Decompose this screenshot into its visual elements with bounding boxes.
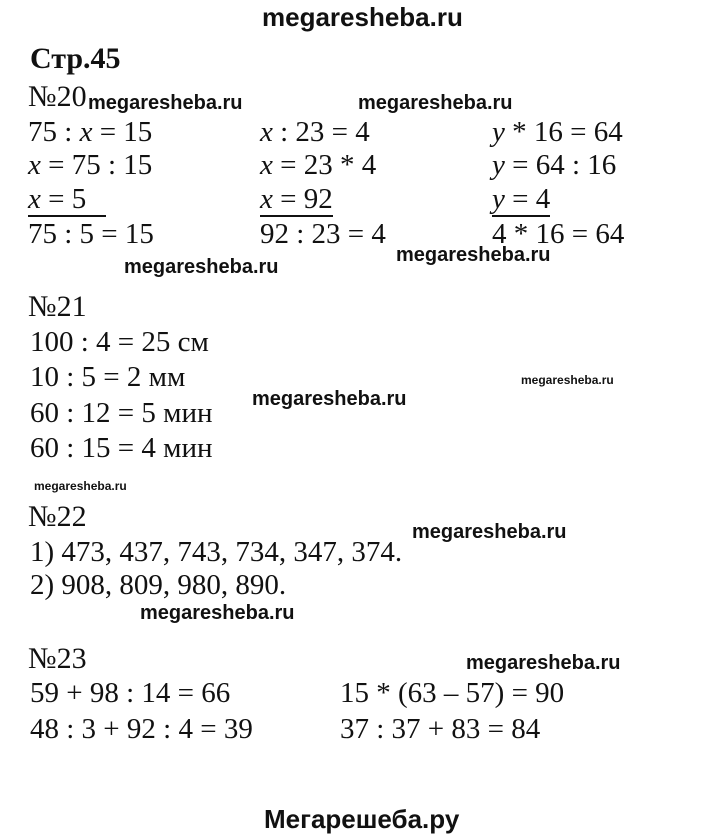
watermark: megaresheba.ru: [88, 92, 243, 114]
task-20-col3-answer: y = 4: [492, 183, 551, 215]
watermark: megaresheba.ru: [396, 244, 551, 266]
task-20-col2-check: 92 : 23 = 4: [260, 218, 386, 250]
task-23-left-line: 59 + 98 : 14 = 66: [30, 677, 231, 709]
watermark: megaresheba.ru: [466, 652, 621, 674]
task-21-line: 60 : 15 = 4 мин: [30, 432, 213, 464]
watermark: megaresheba.ru: [34, 479, 127, 493]
task-21-line: 10 : 5 = 2 мм: [30, 361, 186, 393]
bottom-watermark: Мегарешеба.ру: [264, 804, 460, 834]
task-23-right-line: 15 * (63 – 57) = 90: [340, 677, 565, 709]
task-20-col3-check: 4 * 16 = 64: [492, 218, 625, 250]
task-23-number: №23: [28, 642, 87, 675]
watermark: megaresheba.ru: [252, 388, 407, 410]
task-21-number: №21: [28, 290, 87, 323]
task-20-col2-answer: x = 92: [260, 183, 333, 215]
task-20-col3-line: y = 64 : 16: [492, 149, 617, 181]
task-22-line: 2) 908, 809, 980, 890.: [30, 569, 287, 601]
task-21-line: 60 : 12 = 5 мин: [30, 397, 213, 429]
task-23-right-line: 37 : 37 + 83 = 84: [340, 713, 541, 745]
task-20-col1-answer: x = 5: [28, 185, 106, 217]
page-title: Стр.45: [30, 42, 121, 75]
task-22-line: 1) 473, 437, 743, 734, 347, 374.: [30, 536, 403, 568]
watermark: megaresheba.ru: [521, 373, 614, 387]
task-23-left-line: 48 : 3 + 92 : 4 = 39: [30, 713, 253, 745]
watermark: megaresheba.ru: [412, 521, 567, 543]
task-20-col1-line: x = 75 : 15: [28, 149, 153, 181]
watermark: megaresheba.ru: [358, 92, 513, 114]
task-20-col2-line: x = 23 * 4: [260, 149, 377, 181]
task-22-number: №22: [28, 500, 87, 533]
task-21-line: 100 : 4 = 25 см: [30, 326, 209, 358]
task-20-col1-check: 75 : 5 = 15: [28, 218, 154, 250]
watermark: megaresheba.ru: [124, 256, 279, 278]
task-20-number: №20: [28, 80, 87, 113]
task-20-col1-line: 75 : x = 15: [28, 116, 153, 148]
top-watermark: megaresheba.ru: [262, 2, 463, 32]
task-20-col2-line: x : 23 = 4: [260, 116, 370, 148]
watermark: megaresheba.ru: [140, 602, 295, 624]
task-20-col3-line: y * 16 = 64: [492, 116, 623, 148]
